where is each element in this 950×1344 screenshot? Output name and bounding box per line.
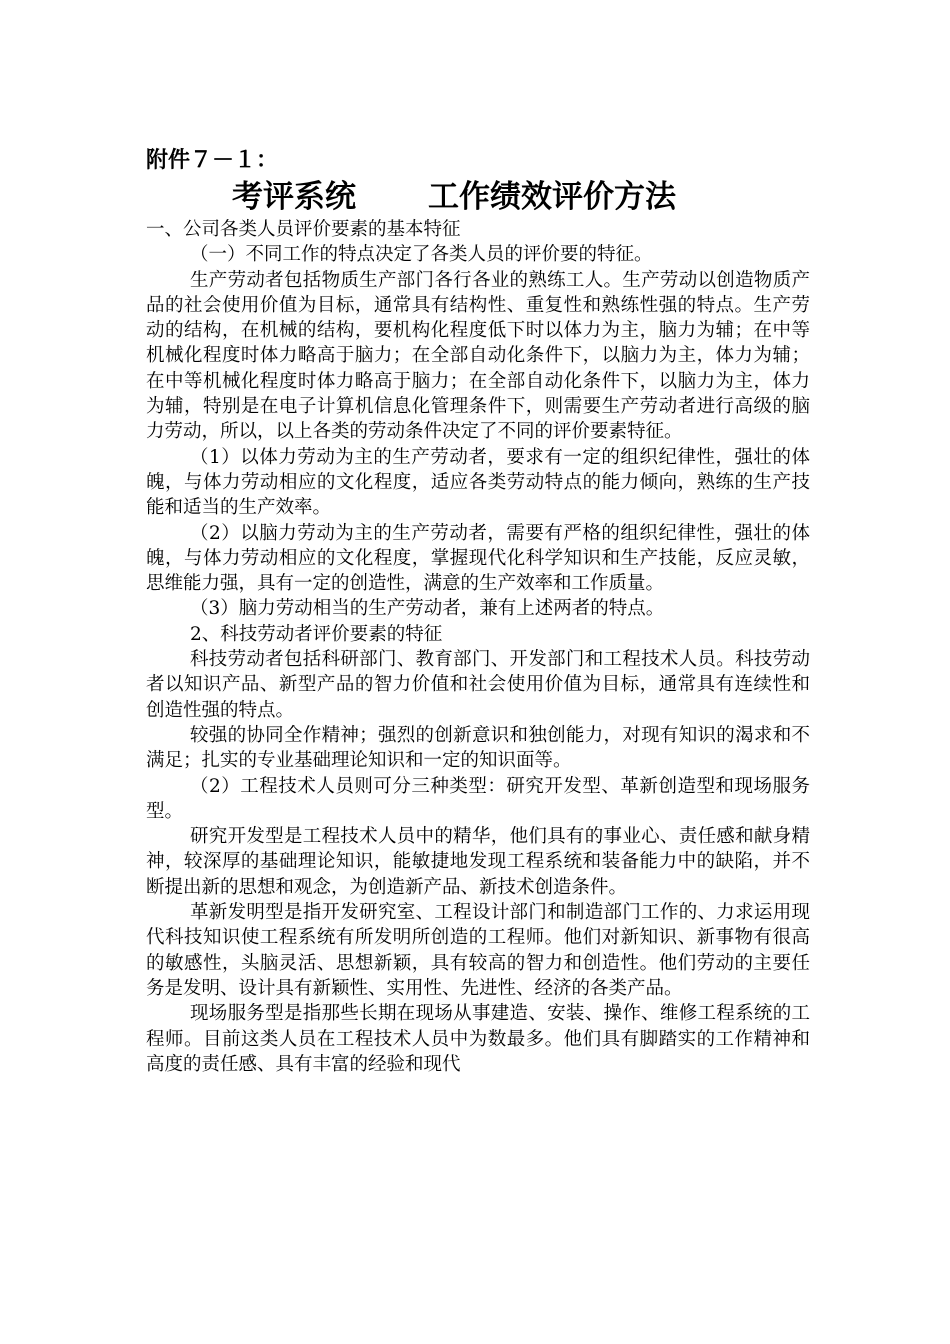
paragraph-cooperation: 较强的协同全作精神；强烈的创新意识和独创能力，对现有知识的渴求和不满足；扎实的专业基础理论知识和一定的知识面等。 [146, 724, 810, 772]
subsection-heading-1: （一）不同工作的特点决定了各类人员的评价要的特征。 [190, 244, 653, 266]
paragraph-production-workers: 生产劳动者包括物质生产部门各行各业的熟练工人。生产劳动以创造物质产品的社会使用价值为目标，通常具有结构性、重复性和熟练性强的特点。生产劳动的结构，在机械的结构，要机构化程度低下时以体力为主，脑力为辅；在中等机械化程度时体力略高于脑力；在全部自动化条件下，以脑力为主，体力为辅；在中等机械化程度时体力略高于脑力；在全部自动化条件下，以脑力为主，体力为辅，特别是在电子计算机信息化管理条件下，则需要生产劳动者进行高级的脑力劳动，所以，以上各类的劳动条件决定了不同的评价要素特征。 [146, 269, 810, 443]
paragraph-invention-type: 革新发明型是指开发研究室、工程设计部门和制造部门工作的、力求运用现代科技知识使工程系统有所发明所创造的工程师。他们对新知识、新事物有很高的敏感性，头脑灵活、思想新颖，具有较高的智力和创造性。他们劳动的主要任务是发明、设计具有新颖性、实用性、先进性、经济的各类产品。 [146, 902, 810, 999]
title-right: 工作绩效评价方法 [428, 179, 676, 215]
page-body [146, 143, 810, 1077]
paragraph-research-type: 研究开发型是工程技术人员中的精华，他们具有的事业心、责任感和献身精神，较深厚的基础理论知识，能敏捷地发现工程系统和装备能力中的缺陷，并不断提出新的思想和观念，为创造新产品、新技术创造条件。 [146, 826, 810, 898]
paragraph-field-service-type: 现场服务型是指那些长期在现场从事建造、安装、操作、维修工程系统的工程师。目前这类人员在工程技术人员中为数最多。他们具有脚踏实的工作精神和高度的责任感、具有丰富的经验和现代 [146, 1003, 810, 1075]
paragraph-item-2: （2）以脑力劳动为主的生产劳动者，需要有严格的组织纪律性，强壮的体魄，与体力劳动相应的文化程度，掌握现代化科学知识和生产技能，反应灵敏，思维能力强，具有一定的创造性，满意的生产效率和工作质量。 [146, 522, 810, 595]
paragraph-tech-workers: 科技劳动者包括科研部门、教育部门、开发部门和工程技术人员。科技劳动者以知识产品、新型产品的智力价值和社会使用价值为目标，通常具有连续性和创造性强的特点。 [146, 649, 810, 721]
attachment-label: 附件７－１： [146, 147, 279, 173]
section-heading-1: 一、公司各类人员评价要素的基本特征 [146, 219, 461, 240]
paragraph-item-1: （1）以体力劳动为主的生产劳动者，要求有一定的组织纪律性，强壮的体魄，与体力劳动相应的文化程度，适应各类劳动特点的能力倾向，熟练的生产技能和适当的生产效率。 [146, 446, 810, 519]
section-heading-2: 2、科技劳动者评价要素的特征 [190, 623, 443, 645]
document-title [232, 177, 810, 217]
title-left: 考评系统 [232, 179, 356, 215]
paragraph-engineer-types: （2）工程技术人员则可分三种类型：研究开发型、革新创造型和现场服务型。 [146, 775, 810, 822]
paragraph-item-3: （3）脑力劳动相当的生产劳动者，兼有上述两者的特点。 [190, 598, 665, 620]
